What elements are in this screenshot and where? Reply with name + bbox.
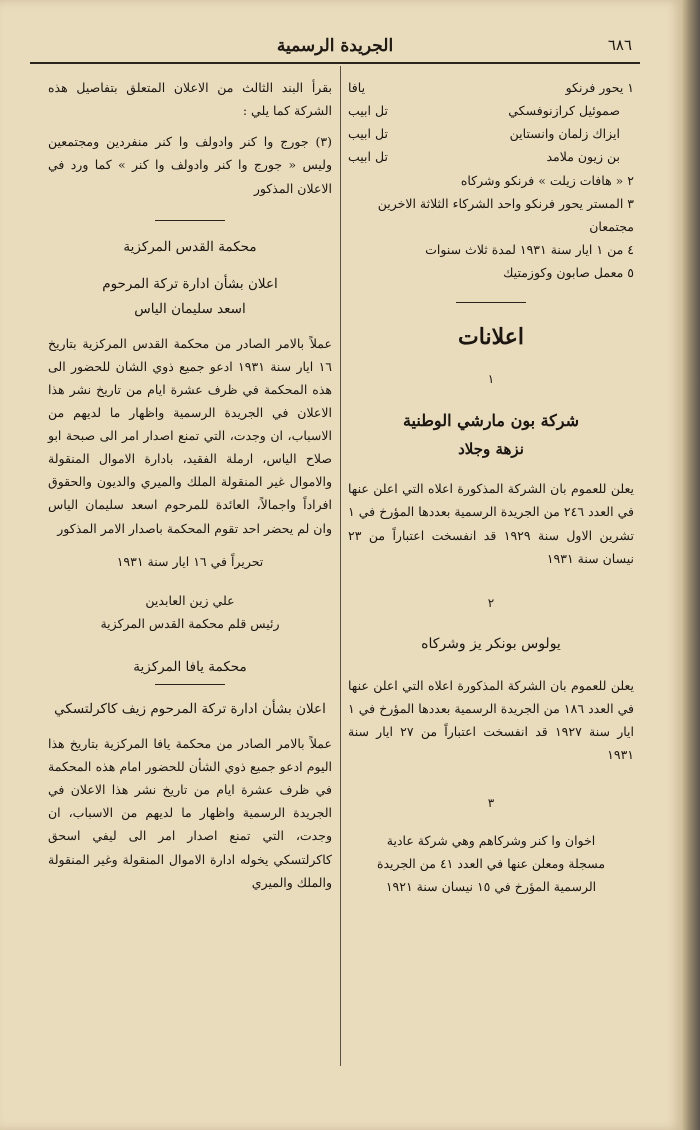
court-name: محكمة القدس المركزية: [123, 238, 257, 255]
partner-place: تل ابيب: [348, 126, 388, 142]
notice-title: اعلان بشأن ادارة تركة المرحوم زيف كاكرلتسكي: [54, 701, 326, 717]
page-number: ٦٨٦: [607, 36, 632, 54]
section-separator: [155, 684, 225, 685]
ad-subtitle: نزهة وجلاد: [458, 439, 524, 458]
page-header: [30, 30, 640, 60]
partner-place: يافا: [348, 80, 366, 95]
column-divider: [340, 66, 341, 1066]
court-name: محكمة يافا المركزية: [133, 659, 247, 676]
ad-number: ١: [487, 371, 495, 386]
notice-text: عملاً بالامر الصادر من محكمة يافا المركزية بتاريخ هذا اليوم ادعو جميع ذوي الشأن للحضور امام هذه المحكمة في ظرف عشرة ايام من تاريخ نشر هذا الاعلان في الجريدة الرسمية واظهار ما لديهم من الاسباب، ان وجدت، التي تمنع اصدار امر الى ليفي اسحق كاكرلتسكي يخوله ادارة الاموال المنقولة وغير المنقولة والملك والميري: [48, 735, 332, 890]
ad-title: شركة بون مارشي الوطنية: [402, 411, 580, 430]
ad-number: ٢: [487, 595, 495, 610]
section-separator: [456, 302, 526, 303]
partner-row: [348, 145, 634, 168]
header-rule: [30, 62, 640, 64]
journal-title: الجريدة الرسمية: [276, 36, 394, 56]
partner-name: ايزاك زلمان وانستاين: [509, 126, 620, 142]
partner-name: بن زيون ملامد: [546, 149, 620, 165]
deceased-name: اسعد سليمان الياس: [134, 300, 246, 317]
correction-clause: (٣) جورج وا كنر وادولف وا كنر منفردين ومجتمعين وليس « جورج وا كنر وادولف وا كنر » كما ورد في الاعلان المذكور: [48, 134, 332, 196]
right-column: [348, 76, 634, 898]
item-5: ٥ معمل صابون وكوزمتيك: [503, 265, 634, 280]
ads-heading: اعلانات: [458, 324, 524, 351]
partner-place: تل ابيب: [348, 103, 388, 119]
partners-list: [348, 76, 634, 169]
partner-name: ١ يحور فرنكو: [565, 80, 634, 95]
partner-row: [348, 76, 634, 99]
signer-title: رئيس قلم محكمة القدس المركزية: [100, 615, 280, 631]
left-column: [48, 76, 332, 894]
ad-text: اخوان وا كنر وشركاهم وهي شركة عادية مسجلة ومعلن عنها في العدد ٤١ من الجريدة الرسمية المؤرخ في ١٥ نيسان سنة ١٩٢١: [376, 832, 606, 894]
section-separator: [155, 220, 225, 221]
item-4: ٤ من ١ ايار سنة ١٩٣١ لمدة ثلاث سنوات: [425, 241, 634, 257]
book-edge: [682, 0, 700, 1130]
ad-number: ٣: [487, 796, 495, 811]
notice-title: اعلان بشأن ادارة تركة المرحوم: [102, 275, 278, 292]
notice-text: عملاً بالامر الصادر من محكمة القدس المركزية بتاريخ ١٦ ايار سنة ١٩٣١ ادعو جميع ذوي الشان للحضور الى هذه المحكمة في ظرف عشرة ايام من تاريخ نشر هذا الاعلان في الجريدة الرسمية واظهار ما لديهم من الاسباب، ان وجدت، التي تمنع اصدار امر الى صبحة ابو صلاح الياس، ارملة الفقيد، بادارة الاموال المنقولة والاموال غير المنقولة الملك والميري والديون والحقوق افراداً واجمالاً، العائدة للمرحوم اسعد سليمان الياس وان لم يحضر احد تقوم المحكمة باصدار الامر المذكور: [48, 335, 333, 536]
partner-row: [348, 122, 634, 145]
partner-row: [348, 99, 634, 122]
partner-place: تل ابيب: [348, 149, 388, 165]
signer-name: علي زين العابدين: [145, 592, 235, 608]
item-3: ٣ المستر يحور فرنكو واحد الشركاء الثلاثة الاخرين مجتمعان: [377, 195, 634, 234]
ad-title: يولوس بونكر يز وشركاه: [421, 636, 561, 653]
correction-intro: بقرأ البند الثالث من الاعلان المتعلق بتفاصيل هذه الشركة كما يلي :: [48, 80, 332, 119]
ad-text: يعلن للعموم بان الشركة المذكورة اعلاه التي اعلن عنها في العدد ١٨٦ من الجريدة الرسمية بعددها المؤرخ في ١ ايار سنة ١٩٢٧ قد انفسخت اعتباراً من ٢٧ ايار سنة ١٩٣١: [348, 677, 634, 763]
partner-name: صموئيل كرازنوفسكي: [508, 103, 620, 119]
notice-date: تحريراً في ١٦ ايار سنة ١٩٣١: [116, 553, 264, 569]
item-2: ٢ « هافات زيلت » فرنكو وشركاه: [460, 172, 634, 188]
ad-text: يعلن للعموم بان الشركة المذكورة اعلاه التي اعلن عنها في العدد ٢٤٦ من الجريدة الرسمية بعددها المؤرخ في ١ تشرين الاول سنة ١٩٢٩ قد انفسخت اعتباراً من ٢٣ نيسان سنة ١٩٣١: [348, 481, 634, 566]
